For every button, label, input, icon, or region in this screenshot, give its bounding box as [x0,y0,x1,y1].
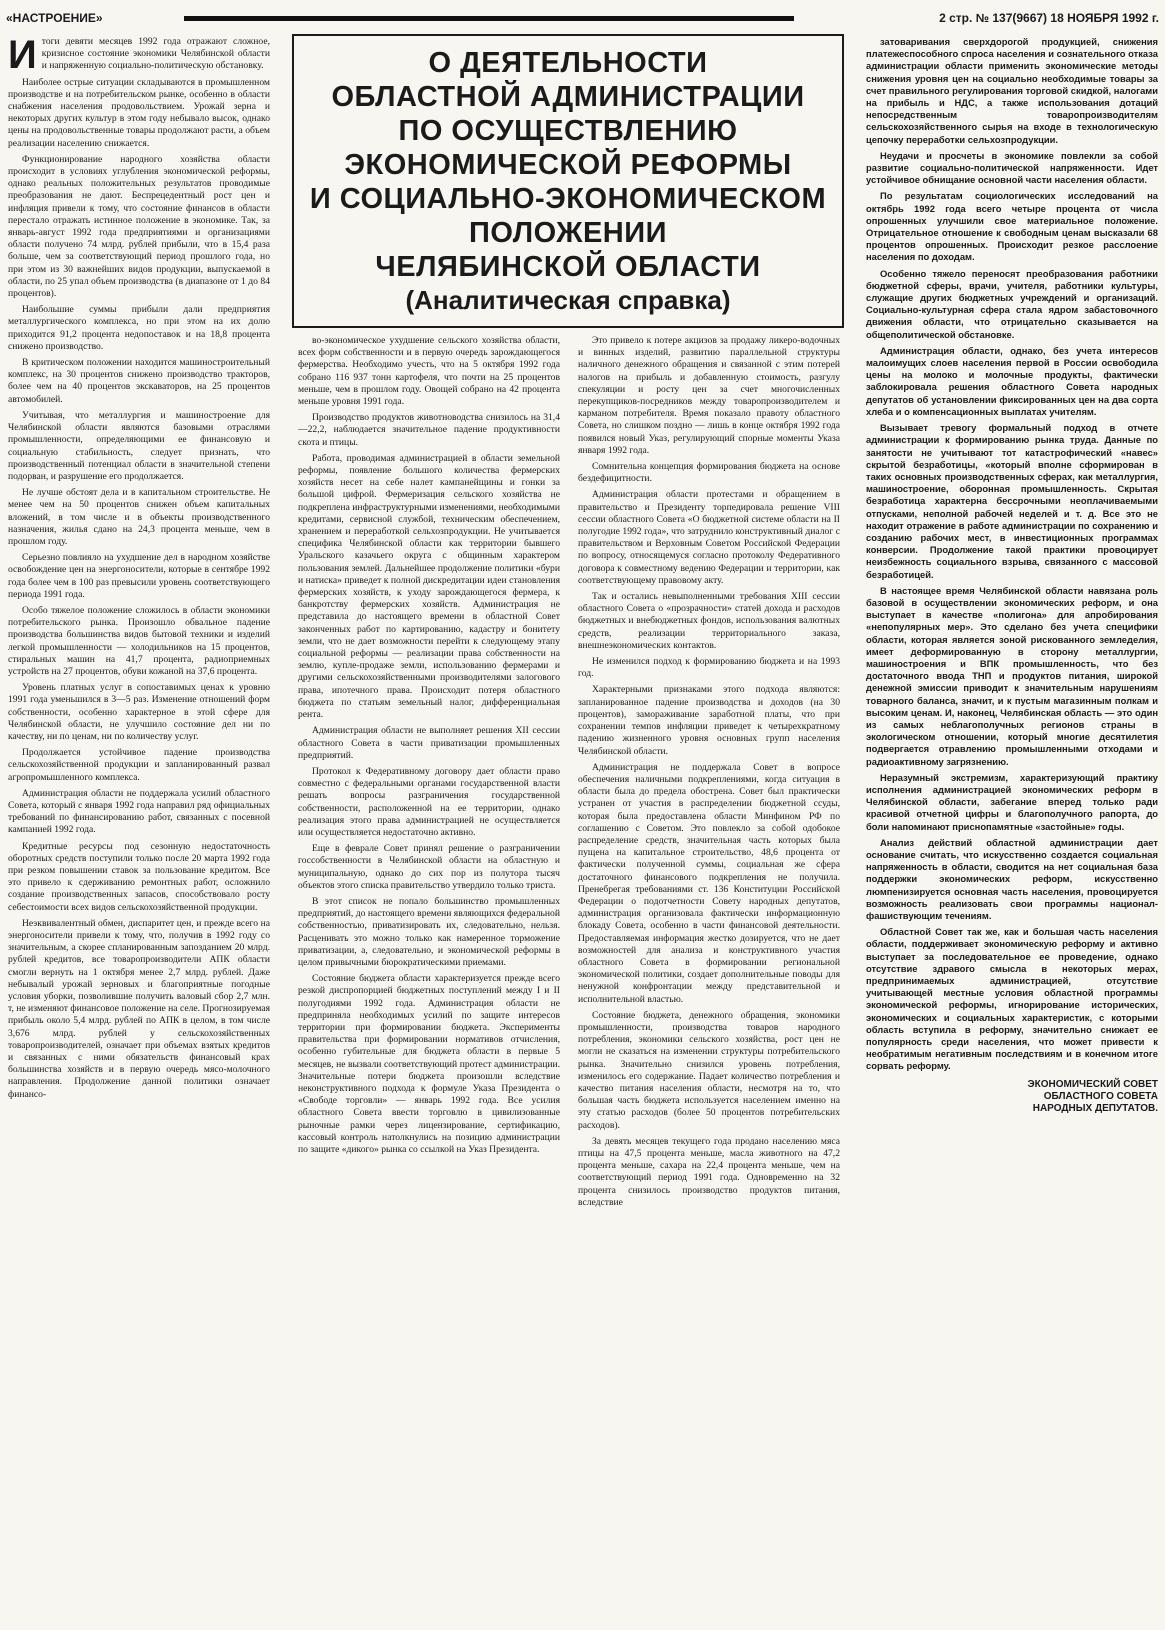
article-paragraph [866,190,1158,263]
paragraph-text: Характерными признаками этого подхода являются: запланированное падение производства и доходов (на 30 процентов), замораживание заработной платы, что при сохранении темпов инфляции приведет к четырехкратному падению жизненного уровня основных групп населения Челябинской области. [578,684,840,757]
paragraph-text: Наибольшие суммы прибыли дали предприятия металлургического комплекса, но при этом на их долю приходится 91,2 процента недопоставок и на 18,8 процента снижено производство. [8,304,270,352]
article-paragraph [298,766,560,839]
article-paragraph [298,335,560,408]
paragraph-text: Уровень платных услуг в сопоставимых ценах к уровню 1991 года уменьшился в 3—5 раз. Изменение отношений форм собственности, особенно характерное в этой сфере для Челябинской области, не улучшило состояние дел ни по качеству, ни по ценам, ни по количеству услуг. [8,682,270,742]
paragraph-text: Серьезно повлияло на ухудшение дел в народном хозяйстве освобождение цен на энергоносители, которые в сентябре 1992 года более чем в 100 раз превысили уровень соответствующего периода 1991 года. [8,552,270,600]
paragraph-text: Так и остались невыполненными требования XIII сессии областного Совета о «прозрачности» статей дохода и расходов бюджетных и внебюджетных фондов, использования валютных средств, реализации территориального заказа, внешнеэкономических контактов. [578,591,840,651]
headline-line: И СОЦИАЛЬНО-ЭКОНОМИЧЕСКОМ [309,183,827,215]
article-paragraph [8,918,270,1101]
article-paragraph [578,335,840,457]
headline-box [292,34,844,328]
article-paragraph [578,489,840,587]
paragraph-text: Вызывает тревогу формальный подход в отчете администрации к формированию рынка труда. Данные по занятости не учитывают тот катастрофический «навес» скрытой безработицы, «который вполне сформирован в таких основных производственных сферах, как металлургия, машиностроение, оборонная промышленность. Скрытая безработица характерна бессрочными неоплачиваемыми отпусками, неполной рабочей неделей и т. д. Все это не находит отражение в работе администрации по сохранению и созданию рабочих мест, в инвестиционных программах конверсии. Продолжение такой практики провоцирует неизбежность социального взрыва, связанного с массовой безработицей. [866,422,1158,580]
paragraph-text: Не изменился подход к формированию бюджета и на 1993 год. [578,656,840,680]
article-paragraph [298,973,560,1156]
article-paragraph [8,77,270,150]
article-paragraph [578,591,840,652]
paragraph-text: В критическом положении находится машиностроительный комплекс, на 30 процентов снижено производство тракторов, более чем на 40 процентов экскаваторов, на 25 процентов автомобилей. [8,357,270,405]
signature-line: ЭКОНОМИЧЕСКИЙ СОВЕТ [1027,1078,1158,1090]
paragraph-text: Функционирование народного хозяйства области происходит в условиях углубления экономической реформы, однако реальных положительных результатов проводимые преобразования не дают. Беспрецедентный рост цен и инфляция привели к тому, что состояние финансов в области перестало отражать истинное положение в экономике. Так, за январь-август 1992 года предприятиями и организациями области получено 74 млрд. рублей прибыли, что в 15,4 раза больше, чем за соответствующий период прошлого года, но при этом из 30 важнейших видов продукции, выпускаемой в области, по 25 упал объем производства (в диапазоне от 1 до 84 процентов). [8,153,270,300]
paragraph-text: Сомнительна концепция формирования бюджета на основе бездефицитности. [578,461,840,485]
headline-line: ПОЛОЖЕНИИ [469,217,667,249]
article-column-3 [578,335,840,1625]
paragraph-text: Продолжается устойчивое падение производства сельскохозяйственной продукции и запланированный развал агропромышленного комплекса. [8,747,270,783]
paragraph-text: За девять месяцев текущего года продано населению мяса птицы на 47,5 процента меньше, масла животного на 47,2 процента меньше, сахара на 22,4 процента меньше, чем на соответствующий период 1991 года. Одновременно на 32 процента снизилось производство продуктов питания, вследствие [578,1135,840,1208]
article-paragraph [578,762,840,1006]
paragraph-text: Администрация области не выполняет решения XII сессии областного Совета в части приватизации промышленных предприятий. [298,725,560,761]
signature-line: НАРОДНЫХ ДЕПУТАТОВ. [1032,1102,1158,1114]
article-paragraph [578,1010,840,1132]
paragraph-text: В этот список не попало большинство промышленных предприятий, до настоящего времени являющихся федеральной собственностью, приватизировать их, следовательно, нельзя. Расценивать это можно только как намеренное торможение приватизации, а, следовательно, и экономической реформы в целом привычными бюрократическими приемами. [298,895,560,968]
article-paragraph [578,656,840,680]
article-paragraph [8,788,270,837]
rubric-label: «НАСТРОЕНИЕ» [6,11,103,25]
signature-line: ОБЛАСТНОГО СОВЕТА [1043,1090,1158,1102]
masthead [6,8,1159,30]
article-paragraph [8,552,270,601]
paragraph-text: Наиболее острые ситуации складываются в промышленном производстве и на потребительском рынке, особенно в области снабжения населения продовольствием. Урожай зерна и некоторых других культур в этом году небывало высок, однако цены на продовольственные товары продолжают расти, а объем реализации населению снижается. [8,76,270,149]
article-paragraph [8,841,270,914]
article-paragraph [866,585,1158,768]
article-paragraph [578,1136,840,1209]
article-paragraph [298,896,560,969]
headline-line: ОБЛАСТНОЙ АДМИНИСТРАЦИИ [331,81,805,113]
article-column-1 [8,36,270,1624]
article-paragraph [866,345,1158,418]
article-paragraph [8,487,270,548]
article-paragraph [8,304,270,353]
paragraph-text: затоваривания сверхдорогой продукцией, снижения платежеспособного спроса населения и сознательного отказа администрации области применить экономические методы снижения уровня цен на социально необходимые товары за счет правильного регулирования торговой скидкой, налогами на прибыль и НДС, а также использования дотаций непосредственным товаропроизводителям сельскохозяйственного сырья на входе в технологическую цепочку переработки сельхозпродукции. [866,36,1158,145]
article-column-2 [298,335,560,1625]
article-paragraph [8,357,270,406]
article-paragraph [298,843,560,892]
paragraph-text: Неудачи и просчеты в экономике повлекли за собой развитие социально-политической напряженности. Идет устойчивое обнищание основной части населения области. [866,149,1158,186]
paragraph-text: Администрация не поддержала Совет в вопросе обеспечения наличными подкреплениями, когда ситуация в области была до предела обострена. Совет был практически устранен от участия в распределении бюджетной ссуды, которая была предоставлена области Минфином РФ по соглашению с Советом. Это повлекло за собой одобокое распределение средств, значительная часть которых была пущена на капитальное строительство, 48,6 процента от фактически полученной суммы, социальная же сфера достаточного финансового подкрепления не получила. Пренебрегая требованиями ст. 136 Конституции Российской Федерации о подотчетности Совету народных депутатов, администрация организовала фактически информационную блокаду Совета, особенно в части финансовой деятельности. Предоставляемая информация жестко дозируется, что не дает возможностей для анализа и конструктивного участия областного Совета в формировании региональной экономической политики, создает дополнительные поводы для ненужной конфронтации между представительной и исполнительной властью. [578,761,840,1005]
article-paragraph [8,410,270,483]
paragraph-text: Особенно тяжело переносят преобразования работники бюджетной сферы, врачи, учителя, работники культуры, служащие других бюджетных учреждений и организаций. Социально-культурная сфера стала ядром забастовочного движения области, что отрицательно сказывается на общеполитической обстановке. [866,267,1158,340]
article-paragraph [866,150,1158,187]
article-paragraph [298,725,560,762]
paragraph-text: Администрация области, однако, без учета интересов малоимущих слоев населения первой в России освободила цены на молоко и молочные продукты, фактически заблокировала решения областного Совета народных депутатов об установлении фиксированных цен на два сорта хлеба и о компенсационных выплатах учителям. [866,344,1158,417]
paragraph-text: Состояние бюджета области характеризуется прежде всего резкой диспропорцией бюджетных поступлений между I и II полугодиями 1992 года. Администрация области не предприняла необходимых усилий по защите интересов территории при формировании бюджета. Эксперименты правительства при формировании нормативов отчисления, особенно губительные для бюджета области в первые 5 месяцев, не вызвали соответствующий протест администрации. Значительные потери бюджета произошли вследствие неконструктивного подхода к формуле Указа Президента о «Свободе торговли» — январь 1992 года. Все усилия областного Совета ввести торговлю в цивилизованные рыночные рамки через лицензирование, сертификацию, кассовый контроль натолкнулись на позицию администрации по защите «дикого» рынка со ссылкой на Указ Президента. [298,973,560,1155]
article-paragraph [578,461,840,485]
article-paragraph [866,422,1158,581]
paragraph-text: Протокол к Федеративному договору дает области право совместно с федеральными органами государственной власти решать вопросы разграничения государственной собственности, расположенной на ее территории, однако реализация этого права администрацией не осуществляется или осуществляется недостаточно активно. [298,765,560,838]
drop-cap: И [8,36,37,77]
headline-line: ПО ОСУЩЕСТВЛЕНИЮ [398,115,738,147]
article-column-4 [866,36,1158,1624]
article-paragraph [8,605,270,678]
paragraph-text: Анализ действий областной администрации дает основание считать, что искусственно создается социальная напряженность в области, сводится на нет социальная база поддержки экономических реформ, искусственно люмпенизируется основная часть населения, провоцируется возможность реализовать свои программы национал-фашиствующим течениям. [866,836,1158,922]
masthead-rule [184,16,794,21]
paragraph-text: Кредитные ресурсы под сезонную недостаточность оборотных средств поступили только после 20 марта 1992 года при резком повышении ставок за пользование кредитом. Все это привело к сдерживанию ремонтных работ, осложнило создание производственных запасов, способствовало росту себестоимости всех видов сельскохозяйственной продукции. [8,840,270,913]
article-paragraph [866,268,1158,341]
headline-subtitle: (Аналитическая справка) [405,285,731,315]
paragraph-text: Учитывая, что металлургия и машиностроение для Челябинской области являются базовыми отраслями промышленности, определяющими ее финансовую и социальную стабильность, следует признать, что производственный потенциал области в значительной степени подорван, и разрушение его продолжается. [8,409,270,482]
paragraph-text: Еще в феврале Совет принял решение о разграничении госсобственности в Челябинской области на областную и муниципальную, однако до сих пор из полутора тысяч объектов этого списка правительство утвердило только триста. [298,843,560,891]
article-paragraph [8,154,270,300]
article-paragraph [298,412,560,449]
signature-block [866,1079,1158,1115]
article-paragraph [866,926,1158,1072]
paragraph-text: В настоящее время Челябинской области навязана роль базовой в осуществлении экономических реформ, и она выступает в качестве «полигона» для апробирования «непопулярных мер». Это сделано без учета специфики области, которая является зоной рискованного земледелия, имеет деформированную в сторону металлургии, машиностроения и ВПК промышленность, что без достаточного ввода ТНП и продуктов питания, широкой денежной эмиссии приводит к значительным нарушениям товарного баланса, значит, и к пустым магазинным полкам и высоким ценам. И, наконец, Челябинская область — это один из самых неблагополучных регионов страны в экологическом отношении, который многие десятилетия подвергается отравлению промышленными отходами и радиоактивному загрязнению. [866,584,1158,767]
paragraph-text: Это привело к потере акцизов за продажу ликеро-водочных и винных изделий, развитию параллельной структуры наличного денежного обращения и связанной с этим потерей налогов на прибыль и добавленную стоимость, разгулу спекуляции и росту цен за счет многочисленных перекупщиков-посредников между товаропроизводителем и карманом потребителя. Время показало правоту областного Совета, но слишком поздно — лишь в конце октября 1992 года появился новый Указ, регулирующий спорные моменты Указа января 1992 года. [578,335,840,456]
paragraph-text: тоги девяти месяцев 1992 года отражают сложное, кризисное состояние экономики Челябинской области и напряженную социально-политическую обстановку. [41,36,270,72]
paragraph-text: Не лучше обстоят дела и в капитальном строительстве. Не менее чем на 50 процентов снижен объем капитальных вложений, в том числе и в объекты производственного назначения, жилья сдано на 24,3 процента меньше, чем в прошлом году. [8,487,270,547]
article-paragraph [8,747,270,784]
paragraph-text: Администрация области не поддержала усилий областного Совета, который с января 1992 года направил ряд официальных требований по финансированию работ, связанных с посевной кампанией 1992 года. [8,787,270,836]
article-paragraph [866,36,1158,146]
article-paragraph [866,837,1158,922]
paragraph-text: Работа, проводимая администрацией в области земельной реформы, появление большого количества фермерских хозяйств несет на себе налет кампанейщины и гонки за большой цифрой. Фермеризация сельского хозяйства не подкреплена инфраструктурными изменениями, необходимыми кредитами, сервисной службой, техническим обеспечением, хранением и переработкой сельхозпродукции. Не учитывается специфика Челябинской области как территории бывшего Уральского казачьего округа с общинным характером пользования землей. Дальнейшее продолжение политики «бури и натиска» приведет к полной дискредитации идеи становления фермерских хозяйств, к уходу зарождающегося фермера, к банкротству фермерских хозяйств. Администрация не представила до настоящего времени в областной Совет законченных работ по картированию, кадастру и бонитету земли, что не дает возможности перейти к следующему этапу социальной реформы — реализации права собственности на землю, купле-продаже земли, использованию фермерами и другими сельскохозяйственными производителями залогового права, ипотечного права. Происходит потеря областного бюджета по статьям земельный налог, дифференциальная рента. [298,452,560,721]
paragraph-text: Областной Совет так же, как и большая часть населения области, поддерживает экономическую реформу и активно выступает за последовательное ее проведение, однако отсутствие здравого смысла в некоторых мерах, предпринимаемых администрацией, отсутствие учитывающей местные условия областной программы экономической реформы, игнорирование исторических, экономических и социальных характеристик, с которыми область вступила в реформу, значительно снижает ее популярность среди населения, что может привести к необратимым негативным последствиям и в конечном итоге сорвать реформу. [866,926,1158,1072]
paragraph-text: По результатам социологических исследований на октябрь 1992 года всего четыре процента от числа опрошенных улучшили свое материальное положение. Отрицательное отношение к свободным ценам высказали 68 процентов опрошенных. Происходит резкое расслоение населения по доходам. [866,190,1158,263]
headline-line: ЧЕЛЯБИНСКОЙ ОБЛАСТИ [375,251,761,283]
article-paragraph [578,684,840,757]
paragraph-text: Производство продуктов животноводства снизилось на 31,4—22,2, наблюдается значительное падение продуктивности скота и птицы. [298,412,560,448]
headline-line: О ДЕЯТЕЛЬНОСТИ [428,47,708,79]
article-paragraph [866,772,1158,833]
paragraph-text: Неэквивалентный обмен, диспаритет цен, и прежде всего на энергоносители привели к тому, что, получив в 1992 году со значительным, а скорее спланированным запозданием 20 млрд. рублей кредитов, все товаропроизводители АПК области смогли вернуть на 1 октября менее 2,7 млрд. рублей. Даже небывалый урожай зерновых и благоприятные погодные условия уборки, позволившие получить валовый сбор 2,7 млн. т, не изменяют финансовое положение на селе. Прогнозируемая прибыль около 5,4 млрд. рублей по АПК в целом, в том числе 3,676 млрд. рублей у сельскохозяйственных товаропроизводителей, означает при объемах взятых кредитов и связанных с ними обязательств финансовый крах большинства хозяйств и в первую очередь мясо-молочного направления. Продолжение данной политики означает финансо- [8,917,270,1100]
paragraph-text: Состояние бюджета, денежного обращения, экономики промышленности, производства товаров народного потребления, экономики сельского хозяйства, рост цен не могли не сказаться на изменении структуры потребительского рынка. Значительно снизился уровень потребления, изменилось его содержание. Падает количество потребления и качество питания населения области, несмотря на то, что большая часть бюджета используется населением именно на эту статью расходов (более 50 процентов потребительских расходов). [578,1009,840,1131]
paragraph-text: Администрация области протестами и обращением в правительство и Президенту торпедировала решение VIII сессии областного Совета «О бюджетной системе области на II полугодие 1992 года», что затруднило конструктивный диалог с правительством и Верховным Советом Российской Федерации по вопросу, относящемуся согласно протоколу Федеративного договора к совместному ведению Федерации и территории, как соответствующему правовому акту. [578,489,840,586]
article-paragraph [8,36,270,77]
paragraph-text: во-экономическое ухудшение сельского хозяйства области, всех форм собственности и в первую очередь зарождающегося фермерства. Необходимо учесть, что на 5 октября 1992 года собрано 116 937 тонн картофеля, что почти на 25 процентов меньше, чем в прошлом году. Овощей собрано на 42 процента меньше уровня 1991 года. [298,335,560,408]
paragraph-text: Особо тяжелое положение сложилось в области экономики потребительского рынка. Произошло обвальное падение производства большинства видов бытовой техники и изделий легкой промышленности — холодильников на 15 процентов, стиральных машин на 41,7 процента, радиоприемных устройств на 27 процентов, обуви кожаной на 37,6 процента. [8,604,270,677]
article-paragraph [298,453,560,721]
paragraph-text: Неразумный экстремизм, характеризующий практику исполнения администрацией экономических реформ в Челябинской области, забегание вперед только ради красивой отчетной цифры и благополучного рапорта, до боли напоминают приснопамятные «застойные» годы. [866,771,1158,832]
issue-info: 2 стр. № 137(9667) 18 НОЯБРЯ 1992 г. [939,11,1159,25]
headline-line: ЭКОНОМИЧЕСКОЙ РЕФОРМЫ [344,149,792,181]
article-paragraph [8,682,270,743]
